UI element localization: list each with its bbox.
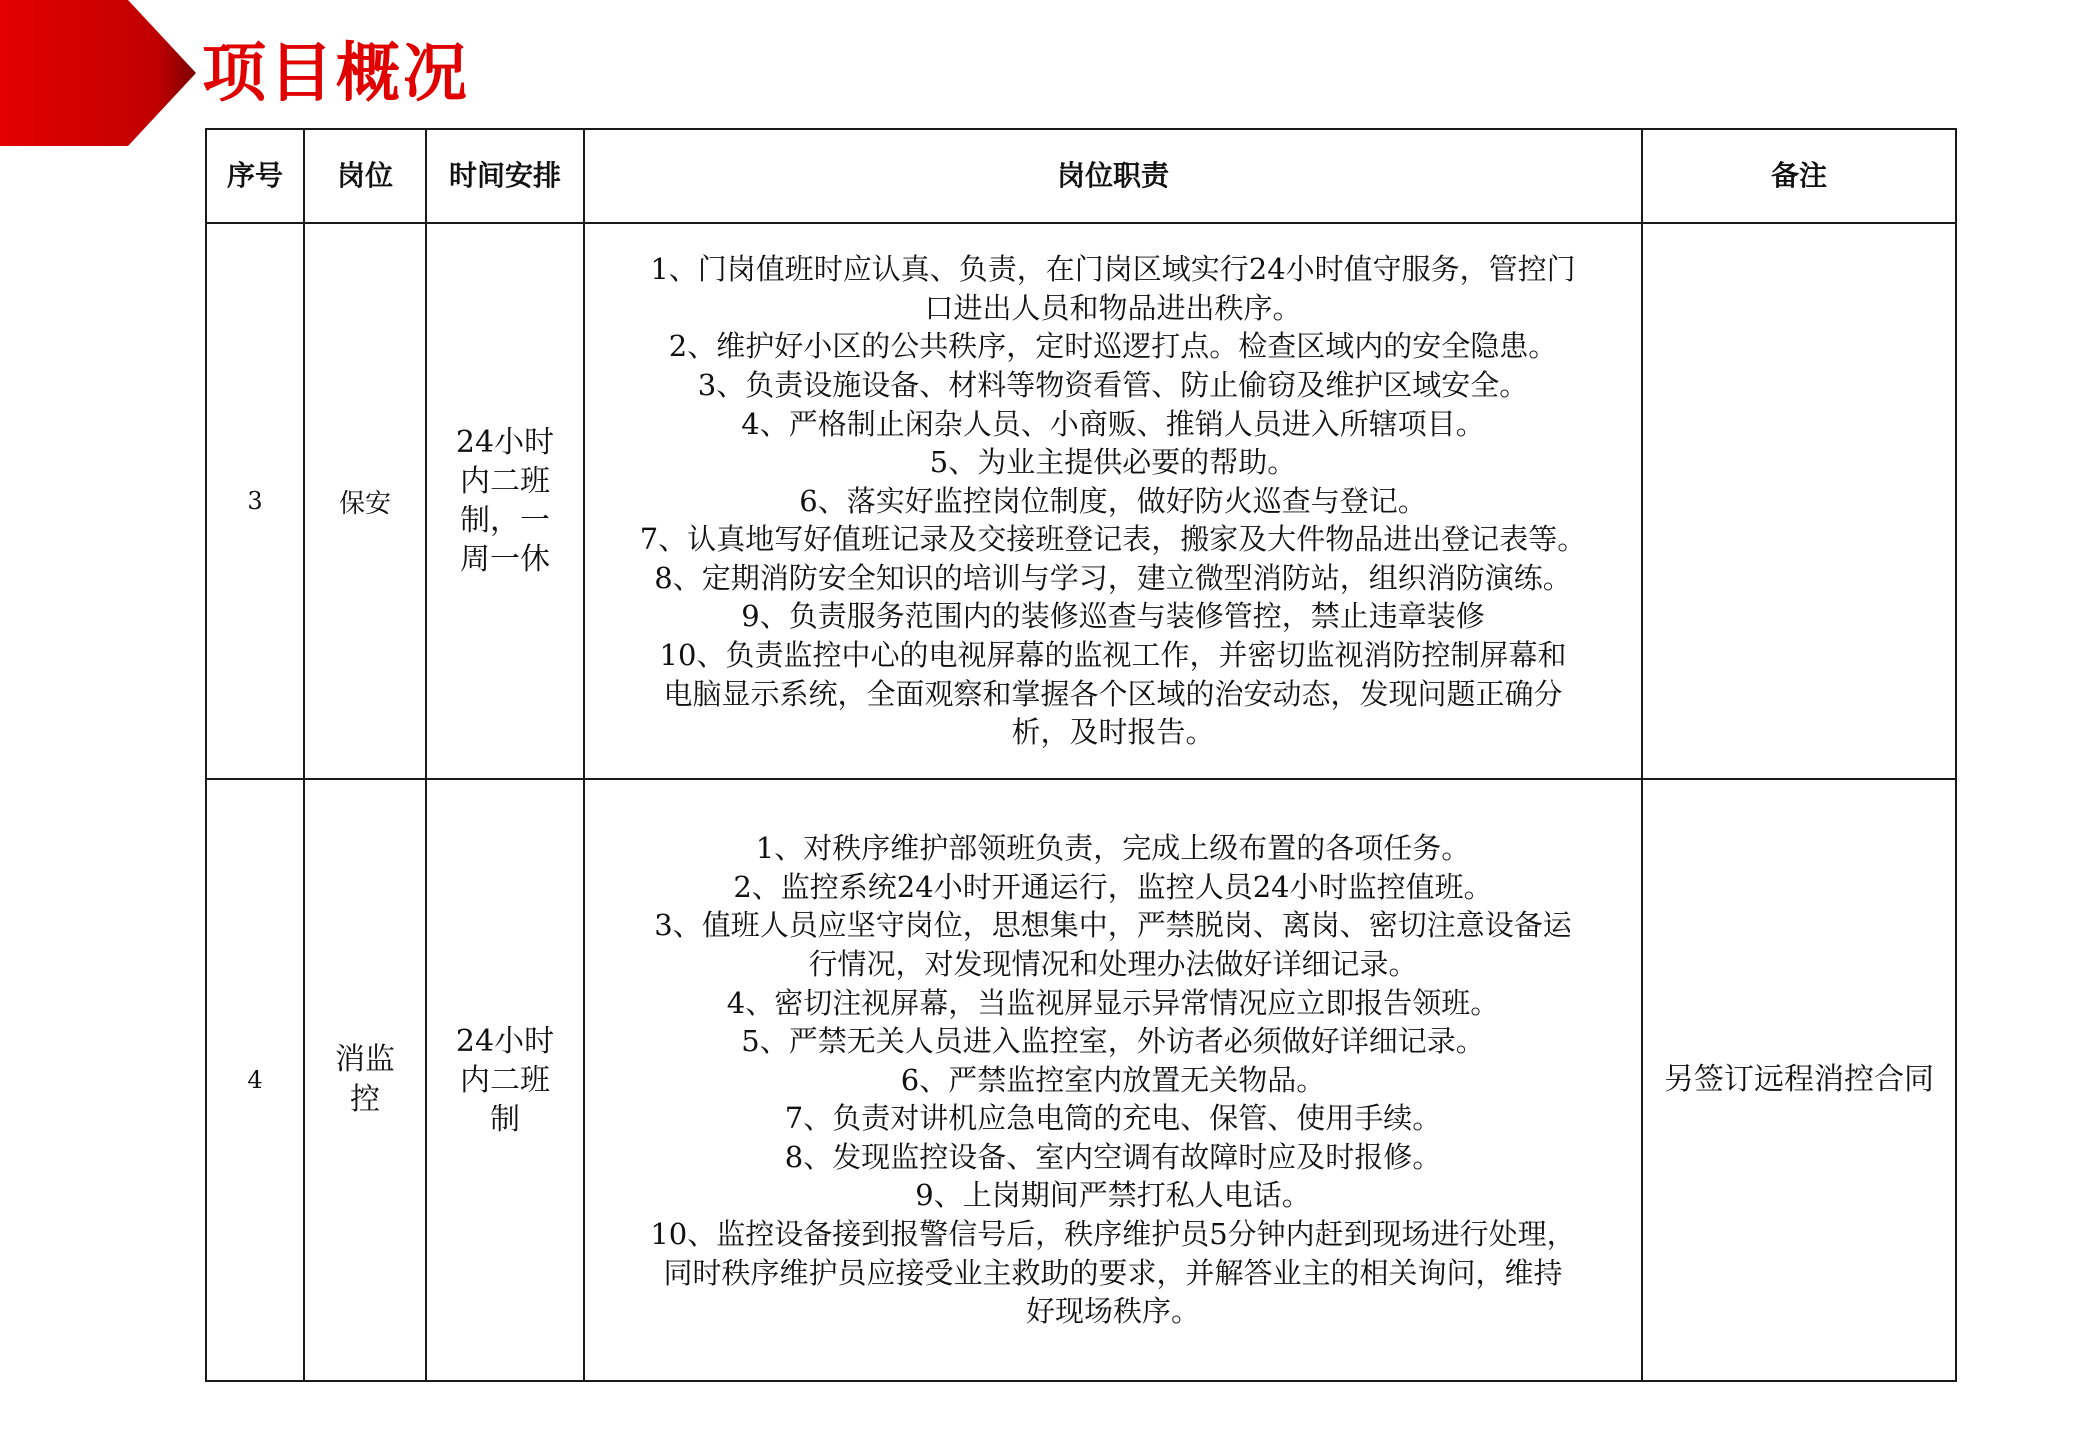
row-post: 保安 xyxy=(304,223,426,779)
table-header-row xyxy=(206,129,1956,223)
duty-line: 析，及时报告。 xyxy=(1011,715,1215,750)
duty-line: 1、对秩序维护部领班负责，完成上级布置的各项任务。 xyxy=(755,831,1471,866)
header-post: 岗位 xyxy=(304,129,426,223)
duty-line: 6、严禁监控室内放置无关物品。 xyxy=(900,1062,1326,1097)
duty-line: 10、负责监控中心的电视屏幕的监视工作，并密切监视消防控制屏幕和 xyxy=(659,638,1567,673)
table-row xyxy=(206,779,1956,1381)
duty-line: 行情况，对发现情况和处理办法做好详细记录。 xyxy=(808,946,1418,981)
row-post xyxy=(304,779,426,1381)
row-schedule-text: 24小时内二班制，一周一休 xyxy=(455,425,555,577)
row-schedule xyxy=(426,223,584,779)
row-schedule xyxy=(426,779,584,1381)
duty-line: 5、严禁无关人员进入监控室，外访者必须做好详细记录。 xyxy=(741,1024,1485,1059)
duty-line: 4、严格制止闲杂人员、小商贩、推销人员进入所辖项目。 xyxy=(741,406,1485,441)
row-remarks xyxy=(1642,223,1956,779)
header-schedule-label: 时间安排 xyxy=(449,159,562,192)
row-seq: 4 xyxy=(206,779,304,1381)
duty-line: 2、监控系统24小时开通运行，监控人员24小时监控值班。 xyxy=(733,869,1493,904)
row-duties xyxy=(584,779,1642,1381)
duty-line: 口进出人员和物品进出秩序。 xyxy=(924,290,1302,325)
duty-line: 3、负责设施设备、材料等物资看管、防止偷窃及维护区域安全。 xyxy=(697,367,1529,402)
duty-line: 同时秩序维护员应接受业主救助的要求，并解答业主的相关询问，维持 xyxy=(663,1255,1563,1290)
row-remarks-text: 另签订远程消控合同 xyxy=(1664,1062,1934,1097)
duty-line: 8、发现监控设备、室内空调有故障时应及时报修。 xyxy=(784,1139,1442,1174)
row-remarks xyxy=(1642,779,1956,1381)
duty-line: 10、监控设备接到报警信号后，秩序维护员5分钟内赶到现场进行处理， xyxy=(650,1217,1576,1252)
header-duties: 岗位职责 xyxy=(584,129,1642,223)
table-row xyxy=(206,223,1956,779)
header-schedule xyxy=(426,129,584,223)
duty-line: 8、定期消防安全知识的培训与学习，建立微型消防站，组织消防演练。 xyxy=(654,560,1572,595)
duty-line: 7、负责对讲机应急电筒的充电、保管、使用手续。 xyxy=(784,1101,1442,1136)
duty-line: 9、上岗期间严禁打私人电话。 xyxy=(915,1178,1311,1213)
header-seq: 序号 xyxy=(206,129,304,223)
duty-line: 9、负责服务范围内的装修巡查与装修管控，禁止违章装修 xyxy=(741,599,1485,634)
duty-line: 5、为业主提供必要的帮助。 xyxy=(929,445,1297,480)
duty-line: 好现场秩序。 xyxy=(1025,1294,1200,1329)
duty-line: 1、门岗值班时应认真、负责，在门岗区域实行24小时值守服务，管控门 xyxy=(650,252,1576,287)
red-arrow-banner xyxy=(0,0,200,146)
duty-line: 6、落实好监控岗位制度，做好防火巡查与登记。 xyxy=(799,483,1427,518)
duty-line: 2、维护好小区的公共秩序，定时巡逻打点。检查区域内的安全隐患。 xyxy=(668,329,1558,364)
row-duties xyxy=(584,223,1642,779)
page-title: 项目概况 xyxy=(202,37,470,111)
duty-line: 电脑显示系统，全面观察和掌握各个区域的治安动态，发现问题正确分 xyxy=(663,676,1563,711)
duty-table xyxy=(205,128,1957,1382)
row-seq: 3 xyxy=(206,223,304,779)
row-post-text: 消监控 xyxy=(335,1042,395,1117)
duty-line: 4、密切注视屏幕，当监视屏显示异常情况应立即报告领班。 xyxy=(726,985,1500,1020)
row-schedule-text: 24小时内二班制 xyxy=(455,1023,555,1137)
header-remarks: 备注 xyxy=(1642,129,1956,223)
duty-line: 7、认真地写好值班记录及交接班登记表，搬家及大件物品进出登记表等。 xyxy=(639,522,1587,557)
duty-line: 3、值班人员应坚守岗位，思想集中，严禁脱岗、离岗、密切注意设备运 xyxy=(654,908,1572,943)
